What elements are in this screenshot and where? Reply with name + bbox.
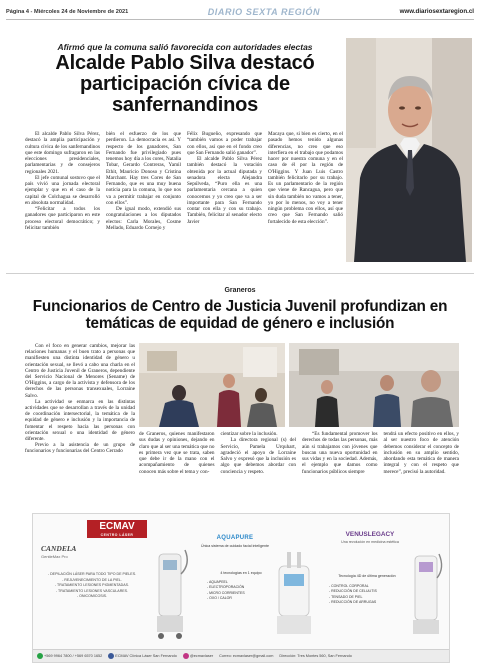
instagram-text: @ecmavlaser: [189, 654, 214, 658]
article2-body: [139, 431, 459, 501]
paragraph: La directora regional (s) del Servicio, Pamela Urquhart, agradeció el apoyo de Lorraine Salvo y expresó que la inclusión es algo que debemos abordar con conciencia y respeto.: [220, 437, 296, 475]
paragraph: El alcalde Pablo Silva Pérez también destacó la votación obtenida por la actual diputada y senadora electa Alejandra Sepúlveda, “Puro ella es una parlamentaria cercana a quien conocemos y yo creo que va a ser importante para San Fernando contar con ella y con su trabajo. También, felicitar al senador electo Javier: [187, 156, 262, 225]
list-item: - REDUCCIÓN DE ARRUGAS: [329, 600, 377, 605]
list-item: - AQUAPEEL: [207, 580, 228, 584]
article1-body: [25, 131, 343, 265]
list-item: - OXO / CALOR: [207, 596, 232, 601]
article1-column: [106, 131, 181, 265]
article2-lead-column: [25, 343, 135, 455]
candela-subtitle: GentleMax Pro: [41, 554, 68, 559]
workshop-photo-left: [139, 343, 285, 427]
venus-services: [329, 584, 409, 606]
whatsapp-icon: [37, 653, 43, 659]
article1-column: [268, 131, 343, 265]
ecmav-advertisement[interactable]: [32, 513, 450, 663]
paragraph: La actividad se enmarca en las distintas actividades que se desarrollan a través de la unidad de coordinación intersectorial, la temática de la equidad de género e inclusión y la importancia de fomentar el respeto hacia las personas con orientación sexual o una identidad de género diferente.: [25, 398, 135, 443]
list-item: - MICRO CORRIENTES: [207, 590, 245, 595]
paragraph: “Felicitar a todos los ganadores que participaron en este proceso electoral democrático; y felicitar también: [25, 206, 100, 231]
candela-logo: CANDELA: [41, 544, 77, 553]
venus-tech: Tecnología 4D de última generación: [338, 574, 396, 578]
email-contact[interactable]: Correo: ecmavlaser@gmail.com: [219, 654, 274, 658]
article2-column: [139, 431, 215, 501]
list-item: - ONICOMICOSIS.: [76, 594, 108, 599]
paragraph: cientizar sobre la inclusión.: [220, 431, 278, 437]
article2-column: [384, 431, 460, 501]
list-item: - TRATAMIENTO LESIONES PIGMENTADAS.: [54, 583, 130, 588]
page-header: [6, 4, 474, 20]
section-divider: [6, 273, 474, 274]
paragraph: De igual modo, extendió sus congratulaciones a los diputados electos: Carla Morales, Cosme Mellado, Eduardo Cornejo y: [106, 206, 181, 231]
list-item: - REDUCCIÓN DE CELULITIS: [329, 589, 377, 594]
aquapure-services: [207, 580, 269, 602]
list-item: - TENSADO DE PIEL: [329, 594, 363, 599]
paragraph: de Graneros, quienes manifestaron sus dudas y opiniones, dejando en claro que al ser una temática que no es primera vez que se trata, saben que debe ir de la mano con el acompañamiento de quienes conocen más sobre el tema y con-: [139, 431, 215, 475]
laser-device-image: [145, 544, 195, 644]
list-item: - TRATAMIENTO LESIONES VASCULARES.: [55, 588, 129, 593]
paragraph: El alcalde Pablo Silva Pérez, destacó la amplia participación y cultura cívica de los sanfernandinos que este domingo sufragaron en las elecciones presidenciales, parlamentarias y de consejeros regionales 2021.: [25, 131, 100, 175]
address-contact: Dirección: Tres Montes 560, San Fernando: [279, 654, 352, 658]
aquapure-device-image: [269, 548, 319, 640]
instagram-contact[interactable]: [183, 653, 213, 659]
candela-services: [37, 572, 147, 600]
paragraph: Previo a la asistencia de un grupo de funcionarios y funcionarias del Centro Cerrado: [25, 442, 135, 455]
venus-device-image: [405, 544, 447, 644]
list-item: - ELECTROPORACIÓN: [207, 585, 245, 590]
phone-contact[interactable]: [37, 653, 102, 659]
facebook-text: ECMAV Clínica Láser San Fernando: [115, 654, 177, 658]
article1-column: [25, 131, 100, 265]
paragraph: “Es fundamental promover los derechos de todas las personas, más aún si trabajamos con jóvenes que buscan una nueva oportunidad en sus vidas y en la sociedad. Además, el ejemplo que damos como funcionarios públicos siempre: [302, 431, 378, 475]
venus-subtitle: Una revolución en medicina estética: [341, 540, 399, 544]
website-link[interactable]: www.diariosextaregion.cl: [399, 8, 474, 15]
ad-contact-bar: [33, 649, 449, 662]
facebook-contact[interactable]: [108, 653, 177, 659]
article1-column: [187, 131, 262, 265]
page-date: Página 4 - Miércoles 24 de Noviembre de 2021: [6, 8, 129, 15]
paragraph: bién el esfuerzo de los que perdieron. La democracia es así. Y respecto de los ganadores, San Fernando fue privilegiado pues tenemos hoy día a los cores, Natalia Tobar, Gerardo Contreras, Yamil Ethit, Mauricio Donoso y Cristina Marchant. Hay tres Cores de San Fernando, que es una muy buena noticia para la comuna, lo que nos va a permitir trabajar en conjunto con ellos”.: [106, 131, 181, 206]
paragraph: El jefe comunal sostuvo que el país vivió una jornada electoral ejemplar y que en el caso de la capital de Colchagua se desarrolló en absoluta normalidad.: [25, 174, 100, 206]
instagram-icon: [183, 653, 189, 659]
ecmav-logo: [87, 520, 147, 538]
article1-kicker: Afirmó que la comuna salió favorecida con autoridades electas: [57, 42, 313, 52]
aquapure-tech: 4 tecnologías en 1 equipo: [220, 571, 262, 575]
paragraph: tendrá un efecto positivo en ellos, y al ser nuestro foco de atención debemos considerar el concepto de inclusión en su amplio sentido, abordando esta temática de manera integral y con el respeto que merece”, precisó la autoridad.: [383, 431, 459, 475]
aquapure-subtitle: Única sistema de cuidado facial inteligente: [201, 544, 269, 548]
article2-column: [302, 431, 378, 501]
article2-headline: Funcionarios de Centro de Justicia Juvenil profundizan en temáticas de equidad de género e inclusión: [32, 298, 448, 332]
ecmav-brand-sub: CENTRO LÁSER: [100, 533, 134, 537]
list-item: - CONTROL CORPORAL: [329, 584, 369, 588]
article2-column: [221, 431, 297, 501]
venus-legacy-logo: VENUSLEGACY: [345, 531, 395, 538]
aquapure-logo: AQUAPURE: [216, 535, 254, 541]
phone-text: +569 9964 7800 / +569 6570 1652: [44, 654, 103, 658]
paragraph: Macaya que, si bien es cierto, en el pasado hemos tenido algunas diferencias, no creo que eso interfiera en el trabajo que podamos hacer por nuestra comuna y en el caso de él por la región de O'Higgins. Y Juan Luis Castro también felicitarlo por su trabajo. Es un parlamentario de la región que viene de Rancagua, pero que sin duda también no vamos a tener, yo por lo menos, no voy a tener ningún problema con ellos, así que creo que San Fernando salió fortalecido de esta elección”.: [268, 131, 343, 225]
mayor-portrait-photo: [346, 38, 472, 262]
facebook-icon: [108, 653, 114, 659]
workshop-photo-right: [289, 343, 459, 427]
article2-kicker: Graneros: [224, 287, 256, 294]
paragraph: Con el foco en generar cambios, mejorar las relaciones humanas y el buen trato a personas que manifiesten una distinta identidad de género u orientación sexual, se llevó a cabo una charla en el Centro de Justicia Juvenil de Graneros, dependiente del Servicio Nacional de Menores (Sename) de O'Higgins, a cargo de la activista y defensora de los derechos de las personas transexuales, Lorraine Salvo.: [25, 343, 135, 399]
list-item: - REJUVENECIMIENTO DE LA PIEL.: [62, 577, 122, 582]
masthead: DIARIO SEXTA REGIÓN: [207, 6, 321, 17]
paragraph: Félix Bugueño, expresando que “también vamos a poder trabajar con ellos, así que en el fondo creo que San Fernando salió ganador”.: [187, 131, 262, 156]
article1-headline: Alcalde Pablo Silva destacó participación cívica de sanfernandinos: [55, 52, 315, 116]
ecmav-brand: ECMAV: [99, 521, 135, 532]
list-item: - DEPILACIÓN LÁSER PARA TODO TIPO DE PIELES.: [47, 572, 137, 576]
